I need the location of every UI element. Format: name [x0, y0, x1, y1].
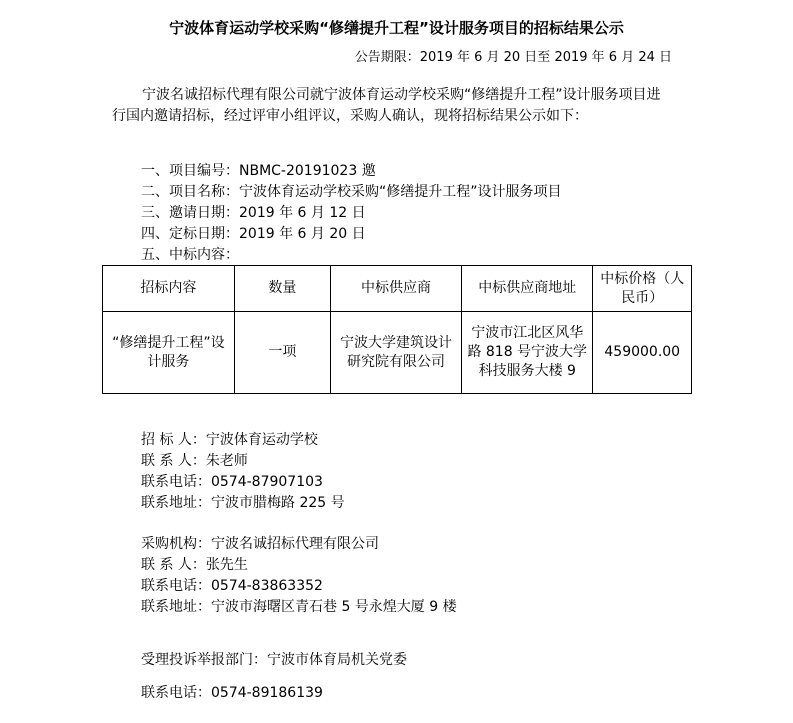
cell-quantity: 一项: [234, 312, 330, 394]
tenderer-contact-person: 联 系 人：朱老师: [141, 453, 248, 469]
header-supplier: 中标供应商: [331, 266, 462, 312]
intro-paragraph: 宁波名诚招标代理有限公司就宁波体育运动学校采购“修缮提升工程”设计服务项目进行国内邀请招标，经过评审小组评议，采购人确认，现将招标结果公示如下：: [112, 87, 661, 124]
project-info-list: [141, 161, 562, 266]
invitation-date: 三、邀请日期：2019 年 6 月 12 日: [141, 205, 366, 221]
header-price: 中标价格（人民币）: [593, 266, 692, 312]
tenderer-address: 联系地址：宁波市腊梅路 225 号: [141, 495, 345, 511]
announcement-period: 公告期限：2019 年 6 月 20 日至 2019 年 6 月 24 日: [354, 50, 672, 65]
agency-contact-block: [141, 534, 457, 618]
header-tender-content: 招标内容: [103, 266, 235, 312]
award-date: 四、定标日期：2019 年 6 月 20 日: [141, 226, 366, 242]
table-row: [103, 312, 692, 394]
page-title: 宁波体育运动学校采购“修缮提升工程”设计服务项目的招标结果公示: [169, 19, 624, 37]
agency-phone: 联系电话：0574-83863352: [141, 578, 323, 594]
tenderer-phone: 联系电话：0574-87907103: [141, 474, 323, 490]
award-result-table: [102, 265, 692, 394]
award-content-label: 五、中标内容：: [141, 247, 239, 263]
tenderer-name: 招 标 人：宁波体育运动学校: [141, 432, 318, 448]
cell-supplier: 宁波大学建筑设计研究院有限公司: [331, 312, 462, 394]
agency-name: 采购机构：宁波名诚招标代理有限公司: [141, 536, 379, 552]
table-header-row: [103, 266, 692, 312]
complaint-department: 受理投诉举报部门：宁波市体育局机关党委: [141, 652, 407, 668]
project-number: 一、项目编号：NBMC-20191023 邀: [141, 163, 376, 179]
agency-contact-person: 联 系 人：张先生: [141, 557, 248, 573]
cell-tender-content: “修缮提升工程”设计服务: [103, 312, 235, 394]
agency-address: 联系地址：宁波市海曙区青石巷 5 号永煌大厦 9 楼: [141, 599, 457, 615]
header-quantity: 数量: [234, 266, 330, 312]
project-name: 二、项目名称：宁波体育运动学校采购“修缮提升工程”设计服务项目: [141, 184, 562, 200]
cell-price: 459000.00: [593, 312, 692, 394]
cell-supplier-address: 宁波市江北区风华路 818 号宁波大学科技服务大楼 9: [462, 312, 593, 394]
tenderer-contact-block: [141, 430, 345, 514]
header-supplier-address: 中标供应商地址: [462, 266, 593, 312]
complaint-phone: 联系电话：0574-89186139: [141, 685, 323, 701]
